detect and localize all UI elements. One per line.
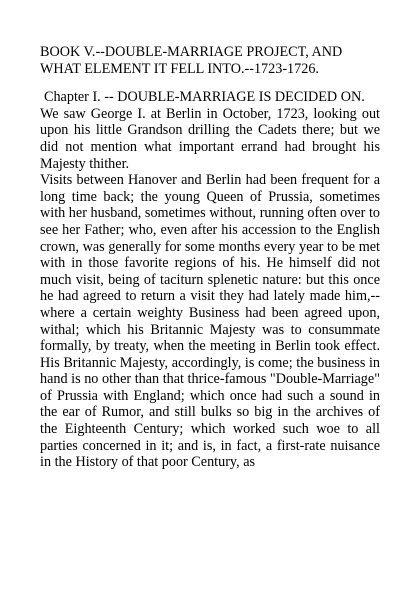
chapter-title: Chapter I. -- DOUBLE-MARRIAGE IS DECIDED ON. — [44, 89, 365, 106]
document-page — [40, 44, 380, 471]
book-title: BOOK V.--DOUBLE-MARRIAGE PROJECT, AND WHAT ELEMENT IT FELL INTO.--1723-1726. — [40, 44, 343, 77]
body-paragraph: Visits between Hanover and Berlin had been frequent for a long time back; the young Queen of Prussia, sometimes with her husband, sometimes without, running often over to see her Father; who, even after his accession to the English crown, was generally for some months every year to be met with in those favorite regions of his. He himself did not much visit, being of taciturn splenetic nature: but this once he had agreed to return a visit they had lately made him,--where a certain weighty Business had been agreed upon, withal; which his Britannic Majesty was to consummate formally, by treaty, when the meeting in Berlin took effect. His Britannic Majesty, accordingly, is come; the business in hand is no other than that thrice-famous "Double-Marriage" of Prussia with England; which once had such a sound in the ear of Rumor, and still bulks so big in the archives of the Eighteenth Century; which worked such woe to all parties concerned in it; and is, in fact, a first-rate nuisance in the History of that poor Century, as — [40, 172, 380, 471]
body-paragraph: We saw George I. at Berlin in October, 1723, looking out upon his little Grandson drilling the Cadets there; but we did not mention what important errand had brought his Majesty thither. — [40, 105, 380, 172]
